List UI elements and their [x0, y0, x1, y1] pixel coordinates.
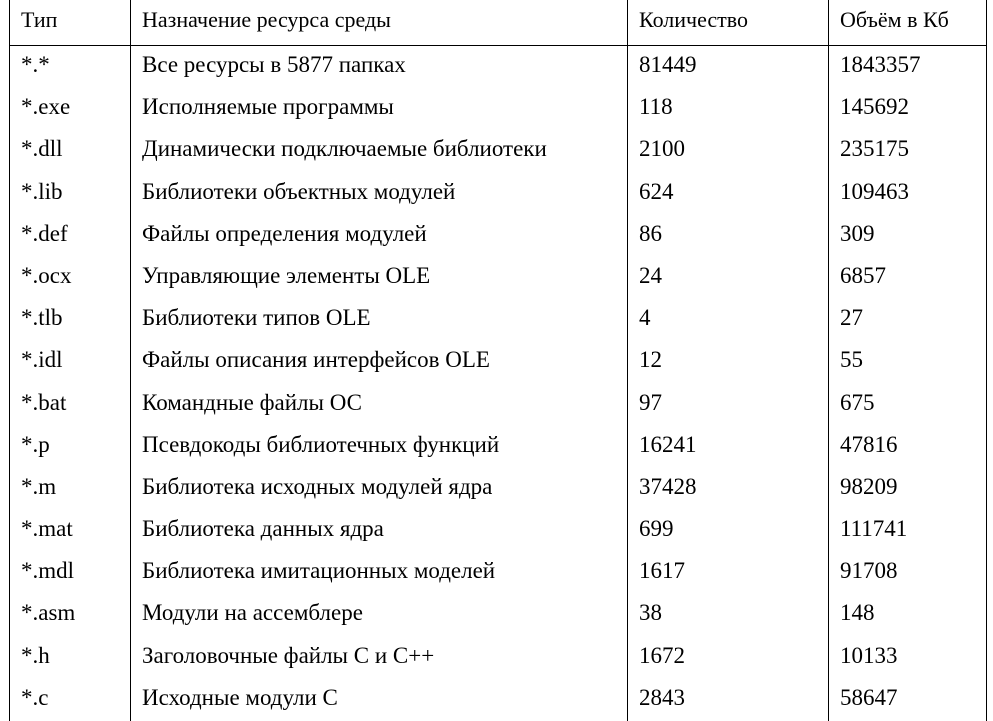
cell-count: 118 — [628, 88, 829, 130]
table-row — [10, 46, 987, 89]
table-row — [10, 299, 987, 341]
cell-purpose: Управляющие элементы OLE — [131, 257, 628, 299]
cell-count: 12 — [628, 341, 829, 383]
cell-count: 37428 — [628, 468, 829, 510]
cell-purpose: Библиотека имитационных моделей — [131, 552, 628, 594]
cell-purpose: Библиотека исходных модулей ядра — [131, 468, 628, 510]
cell-purpose: Псевдокоды библиотечных функций — [131, 426, 628, 468]
cell-purpose: Динамически подключаемые библиотеки — [131, 130, 628, 172]
cell-type: *.idl — [10, 341, 131, 383]
cell-purpose: Файлы описания интерфейсов OLE — [131, 341, 628, 383]
cell-purpose: Исполняемые программы — [131, 88, 628, 130]
cell-type: *.mdl — [10, 552, 131, 594]
cell-size: 91708 — [829, 552, 987, 594]
table-row — [10, 173, 987, 215]
cell-size: 675 — [829, 384, 987, 426]
cell-count: 38 — [628, 594, 829, 636]
cell-purpose: Все ресурсы в 5877 папках — [131, 46, 628, 89]
table-row — [10, 468, 987, 510]
cell-count: 97 — [628, 384, 829, 426]
resources-table — [9, 0, 987, 721]
cell-purpose: Библиотеки типов OLE — [131, 299, 628, 341]
cell-size: 27 — [829, 299, 987, 341]
table-row — [10, 510, 987, 552]
cell-count: 16241 — [628, 426, 829, 468]
table-body — [10, 46, 987, 721]
cell-size: 109463 — [829, 173, 987, 215]
cell-size: 145692 — [829, 88, 987, 130]
cell-count: 2100 — [628, 130, 829, 172]
cell-type: *.m — [10, 468, 131, 510]
cell-count: 24 — [628, 257, 829, 299]
header-type: Тип — [10, 0, 131, 46]
cell-count: 4 — [628, 299, 829, 341]
cell-type: *.def — [10, 215, 131, 257]
cell-type: *.lib — [10, 173, 131, 215]
cell-count: 624 — [628, 173, 829, 215]
cell-type: *.mat — [10, 510, 131, 552]
cell-purpose: Модули на ассемблере — [131, 594, 628, 636]
cell-size: 1843357 — [829, 46, 987, 89]
cell-type: *.bat — [10, 384, 131, 426]
header-purpose: Назначение ресурса среды — [131, 0, 628, 46]
table-row — [10, 341, 987, 383]
cell-type: *.tlb — [10, 299, 131, 341]
cell-type: *.dll — [10, 130, 131, 172]
cell-type: *.asm — [10, 594, 131, 636]
cell-type: *.exe — [10, 88, 131, 130]
cell-count: 1672 — [628, 637, 829, 679]
cell-size: 55 — [829, 341, 987, 383]
cell-count: 86 — [628, 215, 829, 257]
cell-size: 111741 — [829, 510, 987, 552]
cell-type: *.* — [10, 46, 131, 89]
cell-size: 10133 — [829, 637, 987, 679]
cell-purpose: Командные файлы ОС — [131, 384, 628, 426]
table-row — [10, 88, 987, 130]
cell-size: 148 — [829, 594, 987, 636]
cell-size: 98209 — [829, 468, 987, 510]
cell-purpose: Библиотека данных ядра — [131, 510, 628, 552]
header-size: Объём в Кб — [829, 0, 987, 46]
table-row — [10, 215, 987, 257]
cell-purpose: Заголовочные файлы С и С++ — [131, 637, 628, 679]
cell-purpose: Исходные модули С — [131, 679, 628, 721]
cell-purpose: Файлы определения модулей — [131, 215, 628, 257]
table-row — [10, 257, 987, 299]
cell-type: *.ocx — [10, 257, 131, 299]
cell-size: 309 — [829, 215, 987, 257]
cell-count: 1617 — [628, 552, 829, 594]
table-row — [10, 130, 987, 172]
table-header-row — [10, 0, 987, 46]
cell-size: 6857 — [829, 257, 987, 299]
table-row — [10, 594, 987, 636]
table-row — [10, 637, 987, 679]
cell-size: 235175 — [829, 130, 987, 172]
cell-purpose: Библиотеки объектных модулей — [131, 173, 628, 215]
cell-type: *.c — [10, 679, 131, 721]
cell-count: 2843 — [628, 679, 829, 721]
table-row — [10, 679, 987, 721]
cell-count: 81449 — [628, 46, 829, 89]
table-row — [10, 552, 987, 594]
header-count: Количество — [628, 0, 829, 46]
table-row — [10, 384, 987, 426]
cell-type: *.p — [10, 426, 131, 468]
table-row — [10, 426, 987, 468]
cell-count: 699 — [628, 510, 829, 552]
cell-size: 58647 — [829, 679, 987, 721]
cell-size: 47816 — [829, 426, 987, 468]
cell-type: *.h — [10, 637, 131, 679]
